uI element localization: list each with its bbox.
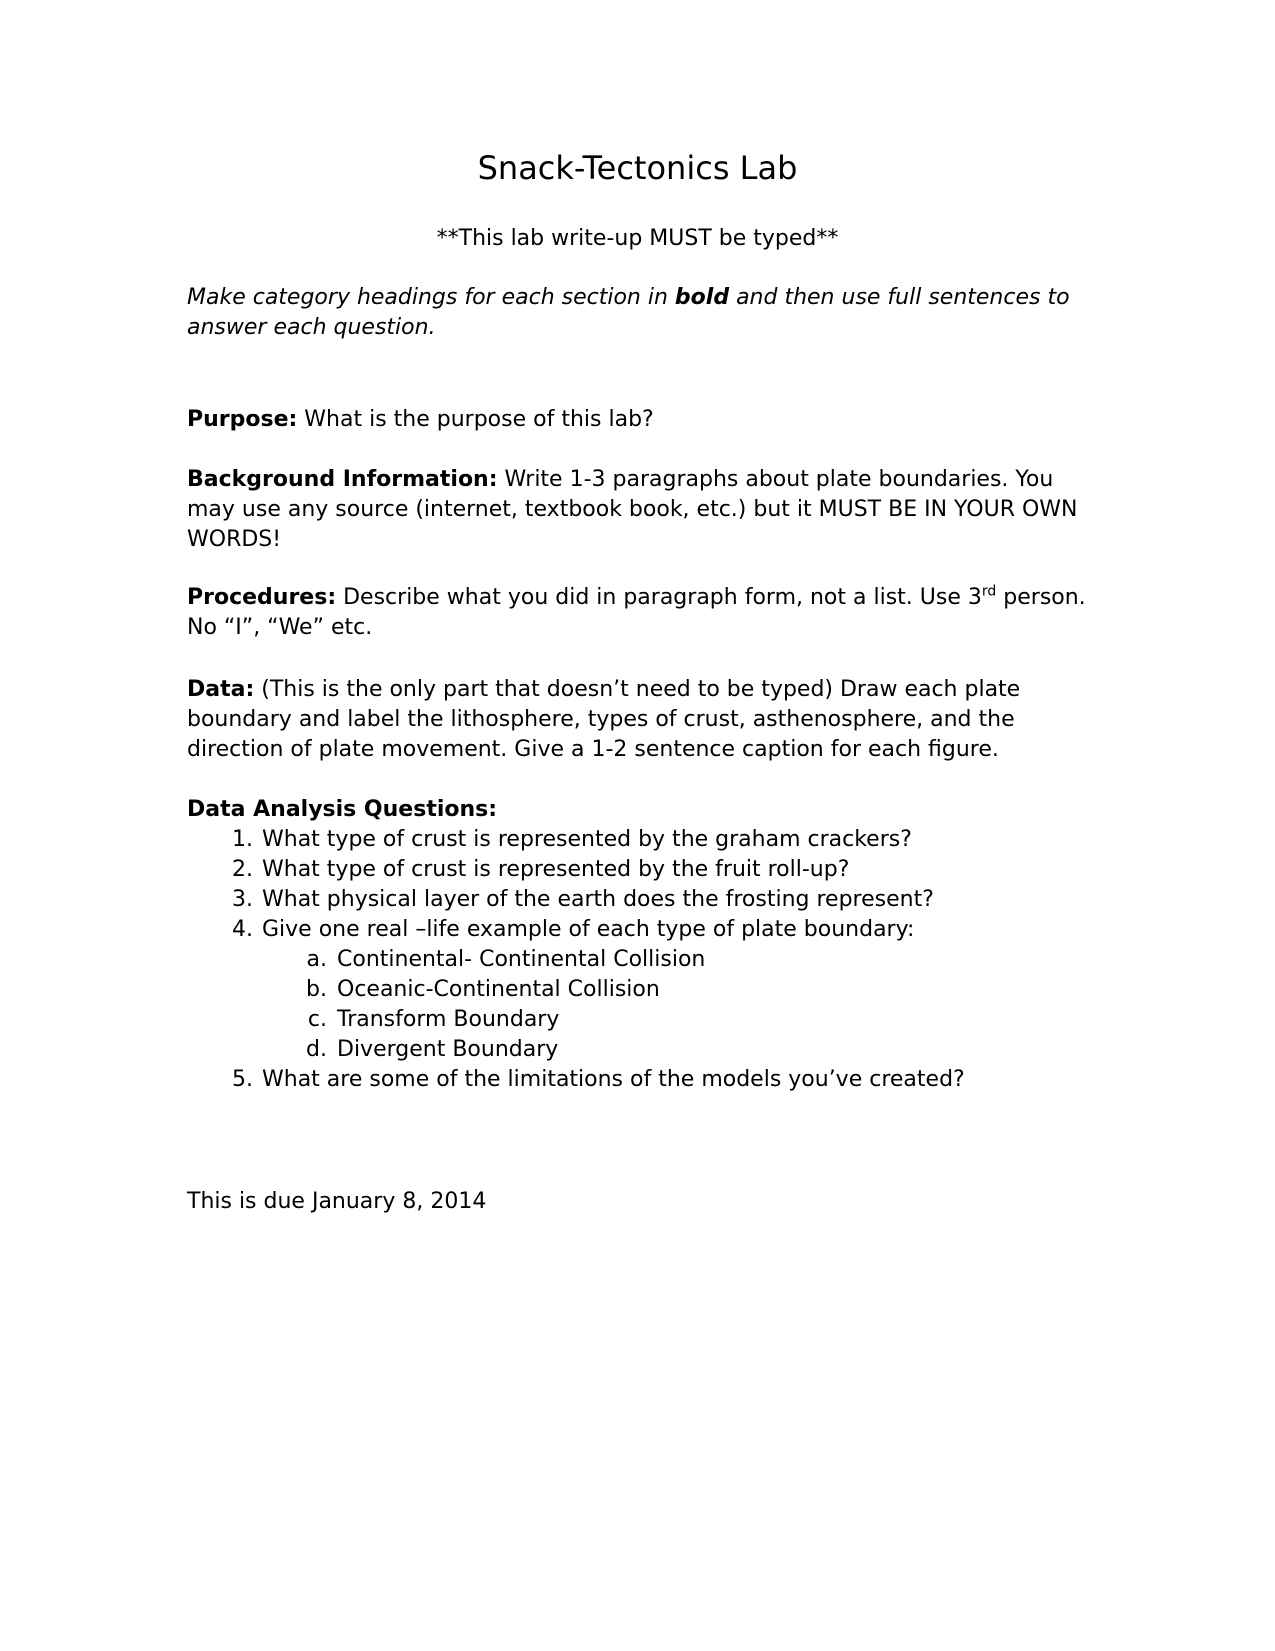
question-text: Give one real –life example of each type of plate boundary: [262,917,915,942]
question-item [187,825,1087,855]
instructions-text-before: Make category headings for each section in [187,285,675,310]
question-text: What type of crust is represented by the fruit roll-up? [262,857,850,882]
procedures-heading: Procedures: [187,585,337,610]
purpose-section [187,405,1087,435]
formatting-instructions [187,283,1087,343]
procedures-text-before: Describe what you did in paragraph form, not a list. Use 3 [336,585,982,610]
questions-list [187,825,1087,1095]
purpose-heading: Purpose: [187,407,298,432]
question-text: What are some of the limitations of the models you’ve created? [262,1067,965,1092]
procedures-superscript: rd [981,583,997,600]
sub-question-text: Transform Boundary [337,1007,560,1032]
sub-question-item [187,1035,1087,1065]
instructions-text-after: and then use full sentences to answer each question. [187,285,1070,340]
analysis-heading: Data Analysis Questions: [187,797,498,822]
background-text: Write 1-3 paragraphs about plate boundaries. You may use any source (internet, textbook book, etc.) but it MUST BE IN YOUR OWN WORDS! [187,467,1078,552]
boundary-types-list [187,945,1087,1065]
sub-question-text: Oceanic-Continental Collision [337,977,660,1002]
typed-requirement-note: **This lab write-up MUST be typed** [436,226,839,251]
question-number: 3. [232,887,253,912]
purpose-text: What is the purpose of this lab? [297,407,654,432]
sub-question-letter: b. [306,977,327,1002]
background-heading: Background Information: [187,467,498,492]
procedures-section [187,583,1087,643]
data-heading: Data: [187,677,255,702]
question-number: 1. [232,827,253,852]
question-number: 4. [232,917,253,942]
question-item [187,885,1087,915]
sub-question-item [187,975,1087,1005]
page-title: Snack-Tectonics Lab [477,149,798,187]
data-text: (This is the only part that doesn’t need to be typed) Draw each plate boundary and label the lithosphere, types of crust, asthenosphere, and the direction of plate movement. Give a 1-2 sentence caption for each figure. [187,677,1021,762]
sub-question-item [187,945,1087,975]
question-item [187,915,1087,945]
background-section [187,465,1087,555]
sub-question-item [187,1005,1087,1035]
sub-question-text: Continental- Continental Collision [337,947,706,972]
question-item [187,855,1087,885]
sub-question-text: Divergent Boundary [337,1037,559,1062]
data-section [187,675,1087,765]
sub-question-group [187,945,1087,1065]
question-text: What type of crust is represented by the graham crackers? [262,827,912,852]
question-number: 5. [232,1067,253,1092]
due-date: This is due January 8, 2014 [187,1189,487,1214]
sub-question-letter: d. [306,1037,327,1062]
question-text: What physical layer of the earth does the frosting represent? [262,887,934,912]
question-item [187,1065,1087,1095]
question-number: 2. [232,857,253,882]
sub-question-letter: c. [307,1007,327,1032]
procedures-text-after: person. No “I”, “We” etc. [187,585,1086,640]
analysis-section [187,795,1087,1095]
instructions-bold-word: bold [674,285,730,310]
sub-question-letter: a. [306,947,327,972]
